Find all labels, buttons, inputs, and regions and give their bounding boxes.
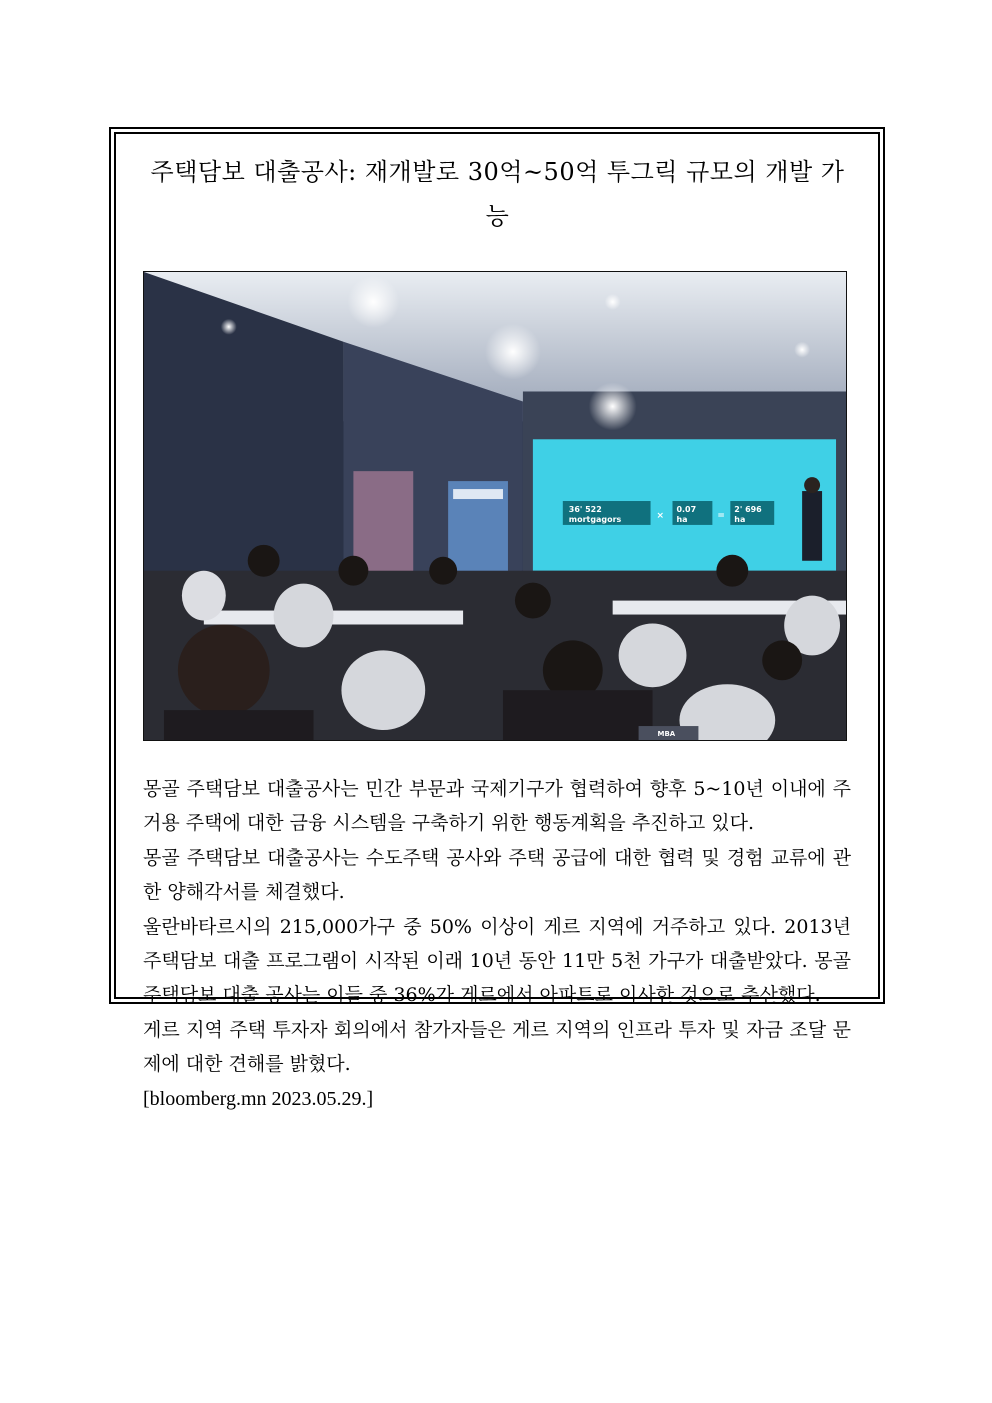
article-paragraph: 게르 지역 주택 투자자 회의에서 참가자들은 게르 지역의 인프라 투자 및 자금 조달 문제에 대한 견해를 밝혔다.: [143, 1018, 851, 1076]
attendee-shoulders: [164, 710, 314, 740]
chair: [619, 623, 687, 687]
ceiling-light: [605, 294, 621, 310]
chandelier-left: [347, 276, 399, 328]
table-name-sign-label: MBA: [657, 730, 676, 739]
slide-cell-1-value: 36' 522: [568, 504, 602, 514]
attendee-shoulders: [503, 690, 653, 740]
slide-cell-2-value: 0.07: [676, 504, 697, 514]
attendee: [716, 555, 748, 587]
article-paragraph: 몽골 주택담보 대출공사는 민간 부문과 국제기구가 협력하여 향후 5~10년 이내에 주거용 주택에 대한 금융 시스템을 구축하기 위한 행동계획을 추진하고 있다.: [143, 778, 851, 835]
attendee: [338, 556, 368, 586]
chair: [274, 584, 334, 648]
ceiling-light: [794, 342, 810, 358]
conference-photo: [143, 271, 847, 741]
table: [204, 611, 463, 625]
ceiling-light: [221, 319, 237, 335]
article-body: [143, 772, 851, 1116]
slide-cell-3-unit: ha: [734, 514, 746, 524]
attendee: [248, 545, 280, 577]
slide-equals-sign: =: [717, 510, 725, 521]
article-source: [bloomberg.mn 2023.05.29.]: [143, 1087, 374, 1110]
event-banner-header: [453, 489, 503, 499]
speaker: [802, 491, 822, 561]
article-headline: 주택담보 대출공사: 재개발로 30억~50억 투그릭 규모의 개발 가능: [150, 158, 845, 230]
attendee: [429, 557, 457, 585]
slide-multiply-sign: ×: [656, 510, 665, 521]
attendee: [178, 624, 270, 716]
attendee: [515, 583, 551, 619]
chandelier-right: [589, 383, 637, 431]
slide-cell-2-unit: ha: [676, 514, 688, 524]
slide-cell-3-value: 2' 696: [734, 504, 762, 514]
chair: [182, 571, 226, 621]
article-paragraph: 울란바타르시의 215,000가구 중 50% 이상이 게르 지역에 거주하고 있다. 2013년 주택담보 대출 프로그램이 시작된 이래 10년 동안 11만 5천 가구가 대출받았다. 몽골 주택담보 대출 공사는 이들 중 36%가 게르에서 아파트로 이사한 것으로 추산했다.: [143, 915, 851, 1007]
slide-cell-1-unit: mortgagors: [568, 514, 622, 524]
speaker-head: [804, 477, 820, 493]
article-paragraph: 몽골 주택담보 대출공사는 수도주택 공사와 주택 공급에 대한 협력 및 경험 교류에 관한 양해각서를 체결했다.: [143, 846, 851, 904]
attendee: [762, 640, 802, 680]
chandelier-center: [485, 324, 541, 380]
conference-photo-illustration: [144, 272, 846, 740]
chair: [341, 650, 425, 730]
